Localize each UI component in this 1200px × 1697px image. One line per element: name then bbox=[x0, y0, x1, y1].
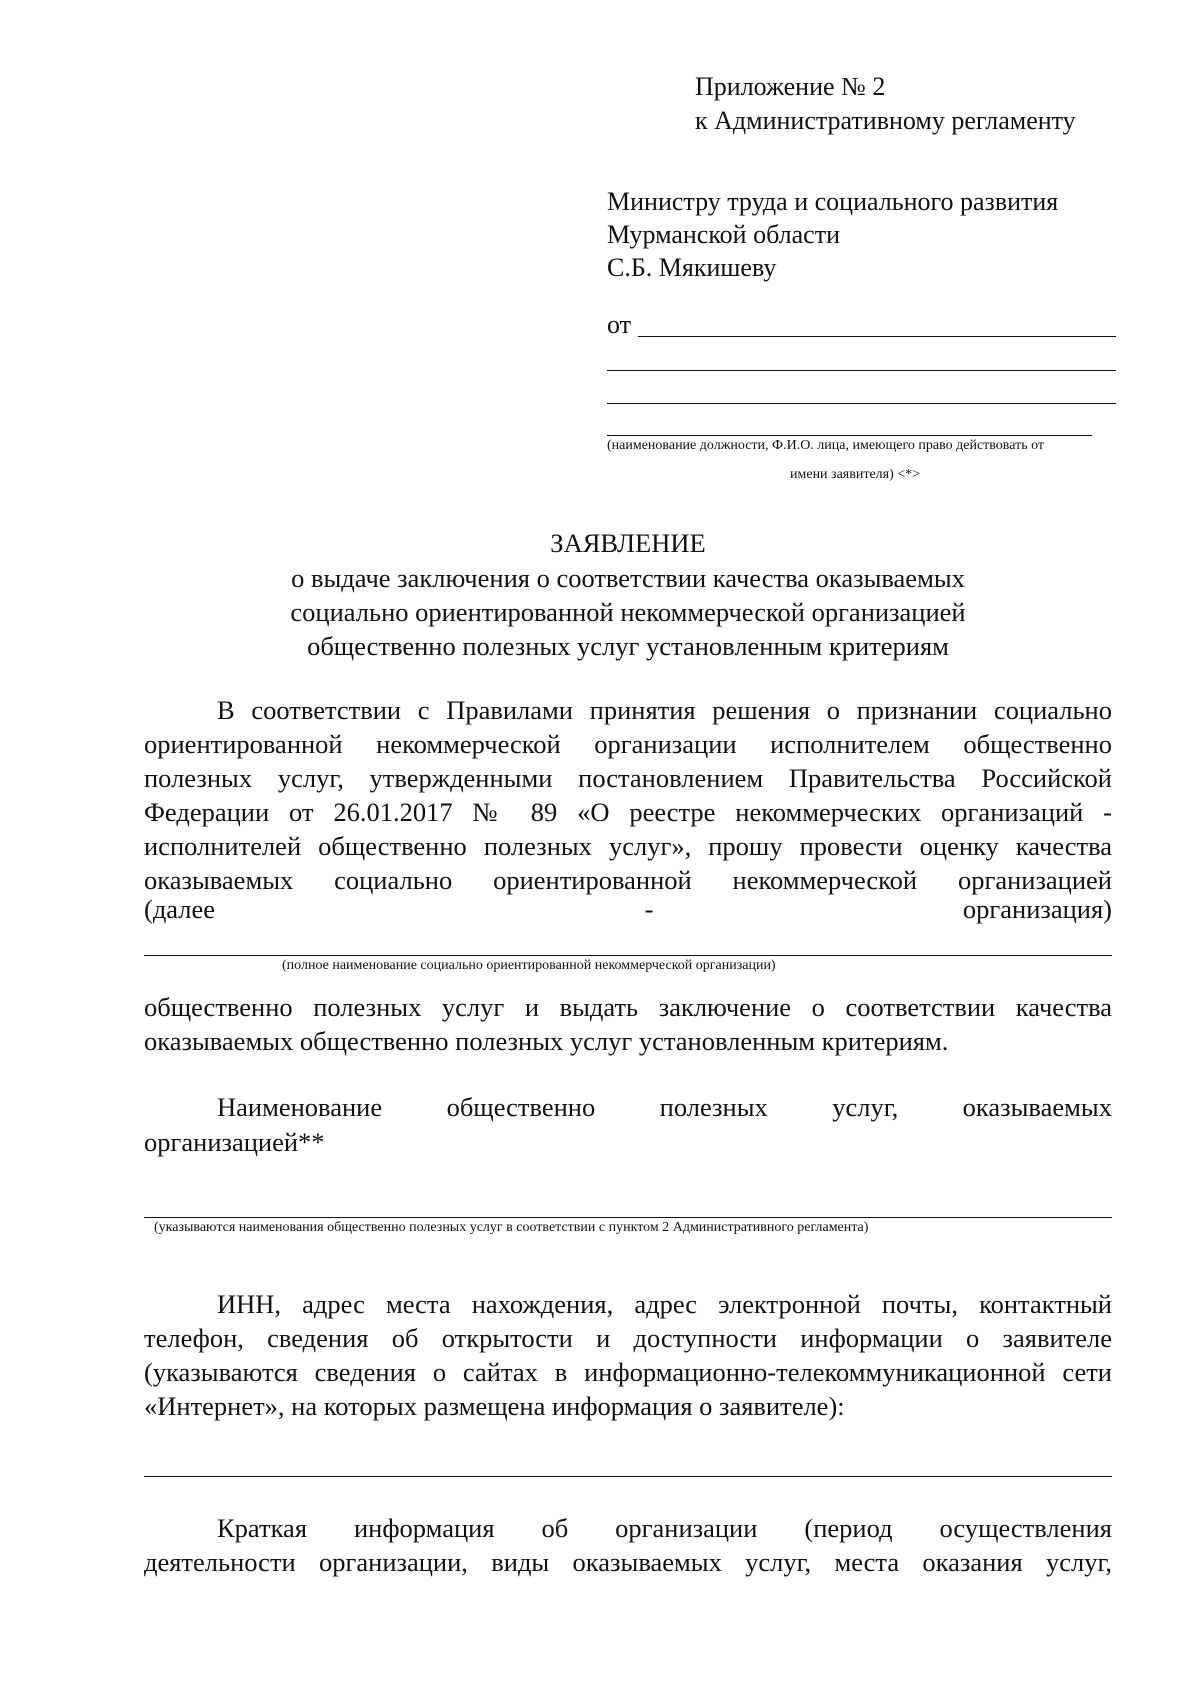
paragraph-1-line-6: оказываемых социально ориентированной некоммерческой организацией bbox=[144, 865, 1112, 895]
services-field[interactable] bbox=[144, 1217, 1112, 1218]
services-line-1 bbox=[217, 1091, 1112, 1123]
paragraph-1-word: (далее bbox=[144, 894, 216, 924]
paragraph-1-continuation-line-2: оказываемых общественно полезных услуг установленным критериям. bbox=[144, 1026, 949, 1056]
document-subtitle-line-1: о выдаче заключения о соответствии качества оказываемых bbox=[291, 563, 965, 593]
services-caption: (указываются наименования общественно полезных услуг в соответствии с пунктом 2 Административного регламента) bbox=[154, 1220, 869, 1235]
appendix-number: Приложение № 2 bbox=[695, 72, 886, 101]
inn-line-1: ИНН, адрес места нахождения, адрес электронной почты, контактный bbox=[217, 1289, 1112, 1319]
from-caption-line-1: (наименование должности, Ф.И.О. лица, имеющего право действовать от bbox=[607, 438, 1045, 453]
addressee-line-1 bbox=[607, 186, 1119, 218]
brief-word: об bbox=[541, 1513, 569, 1543]
document-title: ЗАЯВЛЕНИЕ bbox=[550, 528, 706, 558]
brief-word: осуществления bbox=[939, 1513, 1112, 1543]
document-subtitle-line-3: общественно полезных услуг установленным критериям bbox=[307, 631, 949, 661]
addressee-line-1-text: Министру труда и социального развития bbox=[607, 187, 1059, 216]
paragraph-1-continuation-line-1: общественно полезных услуг и выдать заключение о соответствии качества bbox=[144, 992, 1112, 1022]
addressee-name: С.Б. Мякишеву bbox=[607, 253, 777, 282]
paragraph-1-word: организация) bbox=[962, 894, 1112, 924]
brief-word: (период bbox=[804, 1513, 893, 1543]
services-word: оказываемых bbox=[962, 1092, 1112, 1122]
services-line-2: организацией** bbox=[144, 1127, 325, 1157]
brief-word: информация bbox=[353, 1513, 495, 1543]
from-field-line-2[interactable] bbox=[607, 370, 1116, 371]
brief-word: Краткая bbox=[217, 1513, 308, 1543]
paragraph-1-line-2: ориентированной некоммерческой организации исполнителем общественно bbox=[144, 729, 1112, 759]
from-field-line-4[interactable] bbox=[607, 435, 1092, 436]
inn-line-3: (указываются сведения о сайтах в информационно-телекоммуникационной сети bbox=[144, 1357, 1112, 1387]
organization-name-field[interactable] bbox=[144, 955, 1112, 956]
paragraph-1-line-3: полезных услуг, утвержденными постановлением Правительства Российской bbox=[144, 763, 1112, 793]
organization-name-caption: (полное наименование социально ориентированной некоммерческой организации) bbox=[282, 958, 776, 973]
addressee-line-2: Мурманской области bbox=[607, 220, 840, 249]
appendix-regulation: к Административному регламенту bbox=[695, 106, 1076, 135]
inn-line-4: «Интернет», на которых размещена информация о заявителе): bbox=[144, 1391, 845, 1421]
from-field-line-3[interactable] bbox=[607, 403, 1116, 404]
from-label: от bbox=[607, 310, 632, 339]
paragraph-1-line-1: В соответствии с Правилами принятия решения о признании социально bbox=[217, 695, 1112, 725]
inn-field[interactable] bbox=[144, 1476, 1112, 1477]
brief-word: организации bbox=[615, 1513, 758, 1543]
from-caption-line-2: имени заявителя) <*> bbox=[790, 467, 921, 482]
paragraph-1-dash: - bbox=[644, 894, 654, 924]
inn-line-2: телефон, сведения об открытости и доступности информации о заявителе bbox=[144, 1323, 1112, 1353]
brief-line-1 bbox=[217, 1512, 1112, 1544]
from-field-line-1[interactable] bbox=[638, 336, 1116, 337]
brief-line-2: деятельности организации, виды оказываемых услуг, места оказания услуг, bbox=[144, 1547, 1112, 1577]
document-subtitle-line-2: социально ориентированной некоммерческой организацией bbox=[290, 597, 966, 627]
paragraph-1-line-4: Федерации от 26.01.2017 № 89 «О реестре некоммерческих организаций - bbox=[144, 797, 1112, 827]
services-word: Наименование bbox=[217, 1092, 383, 1122]
services-word: общественно bbox=[446, 1092, 596, 1122]
paragraph-1-line-7 bbox=[144, 893, 1112, 925]
services-word: услуг, bbox=[832, 1092, 899, 1122]
services-word: полезных bbox=[659, 1092, 768, 1122]
paragraph-1-line-5: исполнителей общественно полезных услуг», прошу провести оценку качества bbox=[144, 831, 1112, 861]
